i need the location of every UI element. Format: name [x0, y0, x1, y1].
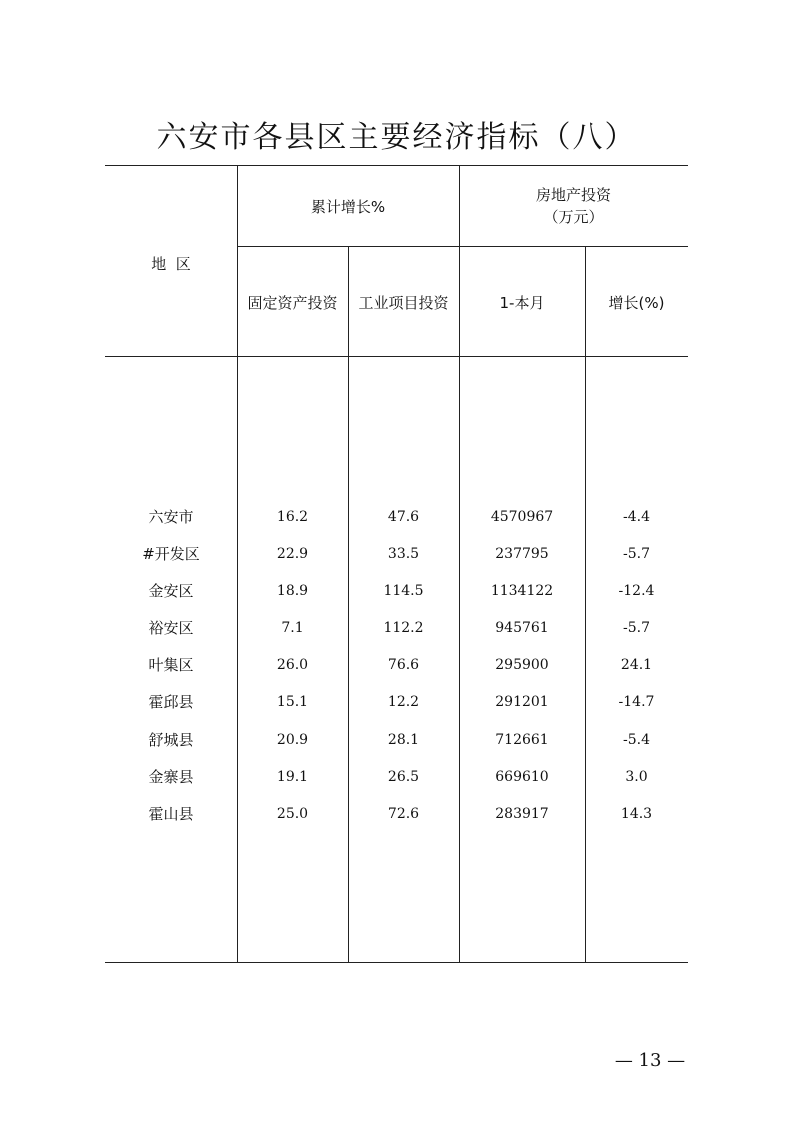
growth-value: 24.1 [620, 657, 653, 673]
industrial-value: 114.5 [383, 583, 424, 599]
fixed-asset-value: 15.1 [276, 694, 309, 710]
header-real-estate-unit: （万元） [543, 208, 604, 226]
growth-value: -4.4 [623, 509, 650, 525]
region-name: 叶集区 [148, 656, 194, 674]
region-name: 裕安区 [148, 619, 194, 637]
region-name: 霍山县 [148, 805, 194, 823]
growth-value: -5.7 [623, 620, 650, 636]
header-cumulative-growth: 累计增长% [310, 198, 386, 216]
growth-value: 14.3 [620, 806, 653, 822]
ytd-value: 237795 [495, 546, 549, 562]
page-title: 六安市各县区主要经济指标（八） [156, 120, 637, 155]
header-bottom-rule [105, 356, 688, 357]
ytd-value: 712661 [495, 732, 549, 748]
header-real-estate [459, 184, 688, 228]
header-fixed-asset: 固定资产投资 [247, 294, 338, 312]
fixed-asset-value: 26.0 [276, 657, 309, 673]
header-growth: 增长(%) [608, 294, 665, 312]
growth-value: -5.4 [623, 732, 650, 748]
fixed-asset-value: 22.9 [276, 546, 309, 562]
growth-value: 3.0 [625, 769, 648, 785]
region-name: 金安区 [148, 582, 194, 600]
table-top-rule [105, 165, 688, 166]
fixed-asset-value: 25.0 [276, 806, 309, 822]
col-divider-4 [585, 246, 586, 962]
fixed-asset-value: 7.1 [281, 620, 304, 636]
industrial-value: 33.5 [387, 546, 420, 562]
ytd-value: 1134122 [490, 583, 554, 599]
industrial-value: 76.6 [387, 657, 420, 673]
fixed-asset-value: 19.1 [276, 769, 309, 785]
industrial-value: 12.2 [387, 694, 420, 710]
header-industrial: 工业项目投资 [358, 294, 449, 312]
growth-value: -14.7 [618, 694, 655, 710]
table-bottom-rule [105, 962, 688, 963]
page-number: — 13 — [614, 1050, 686, 1071]
growth-value: -5.7 [623, 546, 650, 562]
region-name: 六安市 [148, 508, 194, 526]
region-name: 金寨县 [148, 768, 194, 786]
ytd-value: 945761 [495, 620, 549, 636]
growth-value: -12.4 [618, 583, 655, 599]
fixed-asset-value: 18.9 [276, 583, 309, 599]
header-ytd: 1-本月 [499, 294, 545, 312]
header-region: 地 区 [151, 255, 191, 273]
industrial-value: 28.1 [387, 732, 420, 748]
region-name: 霍邱县 [148, 693, 194, 711]
region-name: 舒城县 [148, 731, 194, 749]
industrial-value: 47.6 [387, 509, 420, 525]
header-mid-rule [237, 246, 688, 247]
col-divider-2 [348, 246, 349, 962]
ytd-value: 283917 [495, 806, 549, 822]
region-name: #开发区 [142, 545, 200, 563]
ytd-value: 295900 [495, 657, 549, 673]
industrial-value: 26.5 [387, 769, 420, 785]
ytd-value: 291201 [495, 694, 549, 710]
industrial-value: 112.2 [383, 620, 424, 636]
ytd-value: 4570967 [490, 509, 554, 525]
fixed-asset-value: 20.9 [276, 732, 309, 748]
header-real-estate-label: 房地产投资 [535, 186, 611, 204]
ytd-value: 669610 [495, 769, 549, 785]
industrial-value: 72.6 [387, 806, 420, 822]
fixed-asset-value: 16.2 [276, 509, 309, 525]
